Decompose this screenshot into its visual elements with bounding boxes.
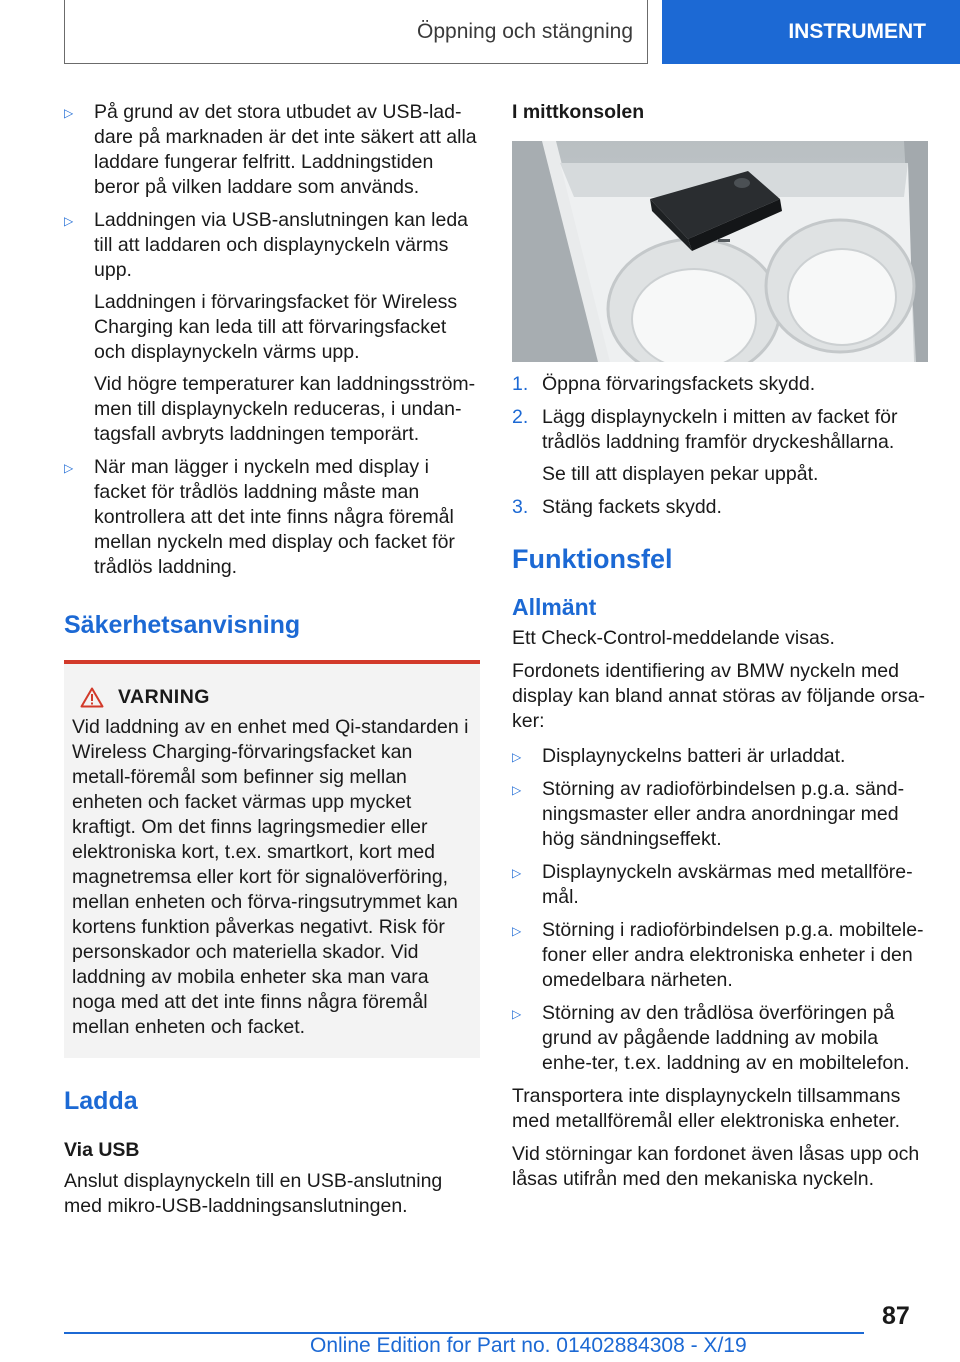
cause-item: [512, 1001, 928, 1076]
safety-heading: Säkerhetsanvisning: [64, 611, 301, 639]
cause-text: Displaynyckeln avskärmas med metallföre-mål.: [542, 861, 913, 908]
footer-edition: Online Edition for Part no. 01402884308 - X/19: [310, 1334, 747, 1357]
triangle-right-icon: ▷: [64, 106, 74, 120]
lock-paragraph: Vid störningar kan fordonet även låsas upp och låsas utifrån med den mekaniska nyckeln.: [512, 1143, 920, 1190]
section-header: [64, 0, 648, 64]
step-item: [512, 495, 928, 520]
general-paragraph: Fordonets identifiering av BMW nyckeln med display kan bland annat störas av följande orsa-ker:: [512, 660, 926, 732]
triangle-right-icon: ▷: [512, 1007, 522, 1021]
general-heading: Allmänt: [512, 594, 597, 620]
chapter-title: INSTRUMENT: [788, 20, 926, 43]
bullet-subtext: Laddningen i förvaringsfacket för Wireless Charging kan leda till att förvaringsfacket och displaynyckeln värms upp.: [94, 291, 458, 363]
warning-text: Vid laddning av en enhet med Qi-standarden i Wireless Charging-förvaringsfacket kan metall-föremål som befinner sig mellan enheten och facket värmas upp mycket kraftigt. Om det finns lagringsmedier eller elektroniska kort, t.ex. smartkort, kort med magnetremsa eller kort för signalöverföring, mellan enheten och förva-ringsutrymmet kan kortens funktion påverkas negativt. Risk för personskador och materiella skador. Vid laddning av mobila enheter ska man vara noga med att det inte finns några föremål mellan enheten och facket.: [72, 716, 469, 1038]
cause-text: Störning i radioförbindelsen p.g.a. mobiltele-foner eller andra elektroniska enheter i den omedelbara närheten.: [542, 919, 924, 991]
bullet-item: [64, 208, 480, 447]
cause-item: [512, 777, 928, 852]
step-text: Stäng fackets skydd.: [542, 496, 722, 518]
step-number: 3.: [512, 496, 529, 518]
cause-item: [512, 744, 928, 769]
chapter-tab: [662, 0, 960, 64]
warning-title-row: [80, 686, 472, 709]
step-text: Öppna förvaringsfackets skydd.: [542, 373, 816, 395]
bullet-item: [64, 455, 480, 580]
step-item: [512, 372, 928, 397]
triangle-right-icon: ▷: [512, 924, 522, 938]
console-photo: [512, 141, 928, 362]
cause-item: [512, 918, 928, 993]
bullet-text: Laddningen via USB-anslutningen kan leda till att laddaren och displaynyckeln värms upp.: [94, 209, 469, 281]
general-paragraph: Ett Check-Control-meddelande visas.: [512, 627, 835, 649]
warning-title: VARNING: [118, 686, 210, 708]
step-number: 2.: [512, 406, 529, 428]
step-number: 1.: [512, 373, 529, 395]
cause-text: Störning av den trådlösa överföringen på grund av pågående laddning av mobila enhe-ter, t.ex. laddning av en mobiltelefon.: [542, 1002, 910, 1074]
step-item: [512, 405, 928, 487]
usb-text: Anslut displaynyckeln till en USB-anslutning med mikro-USB-laddningsanslutningen.: [64, 1170, 443, 1217]
triangle-right-icon: ▷: [512, 783, 522, 797]
cause-item: [512, 860, 928, 910]
page-number: 87: [882, 1302, 910, 1330]
triangle-right-icon: ▷: [64, 461, 74, 475]
step-text: Lägg displaynyckeln i mitten av facket för trådlös laddning framför dryckeshållarna.: [542, 406, 898, 453]
bullet-text: På grund av det stora utbudet av USB-lad-dare på marknaden är det inte säkert att alla laddare fungerar felfritt. Laddningstiden beror på vilken laddare som används.: [94, 101, 477, 198]
section-title: Öppning och stängning: [417, 19, 633, 43]
transport-paragraph: Transportera inte displaynyckeln tillsammans med metallföremål eller elektroniska enheter.: [512, 1085, 901, 1132]
triangle-right-icon: ▷: [512, 866, 522, 880]
console-heading: I mittkonsolen: [512, 101, 645, 123]
warning-triangle-icon: [80, 687, 104, 708]
warning-box: [64, 660, 480, 1058]
cause-text: Displaynyckelns batteri är urladdat.: [542, 745, 846, 767]
bullet-subtext: Vid högre temperaturer kan laddningsström-men till displaynyckeln reduceras, i undan-tagsfall avbryts laddningen temporärt.: [94, 373, 476, 445]
left-column: [64, 100, 480, 1219]
triangle-right-icon: ▷: [512, 750, 522, 764]
bullet-text: När man lägger i nyckeln med display i facket för trådlös laddning måste man kontrollera att det inte finns några föremål mellan nyckeln med display och facket för trådlös laddning.: [94, 456, 455, 578]
malfunction-heading: Funktionsfel: [512, 544, 673, 574]
right-column: [512, 100, 928, 1192]
bullet-item: [64, 100, 480, 200]
usb-heading: Via USB: [64, 1139, 140, 1161]
charge-heading: Ladda: [64, 1087, 138, 1115]
triangle-right-icon: ▷: [64, 214, 74, 228]
cause-text: Störning av radioförbindelsen p.g.a. sänd-ningsmaster eller andra anordningar med hög sändningseffekt.: [542, 778, 905, 850]
step-subtext: Se till att displayen pekar uppåt.: [542, 463, 819, 485]
